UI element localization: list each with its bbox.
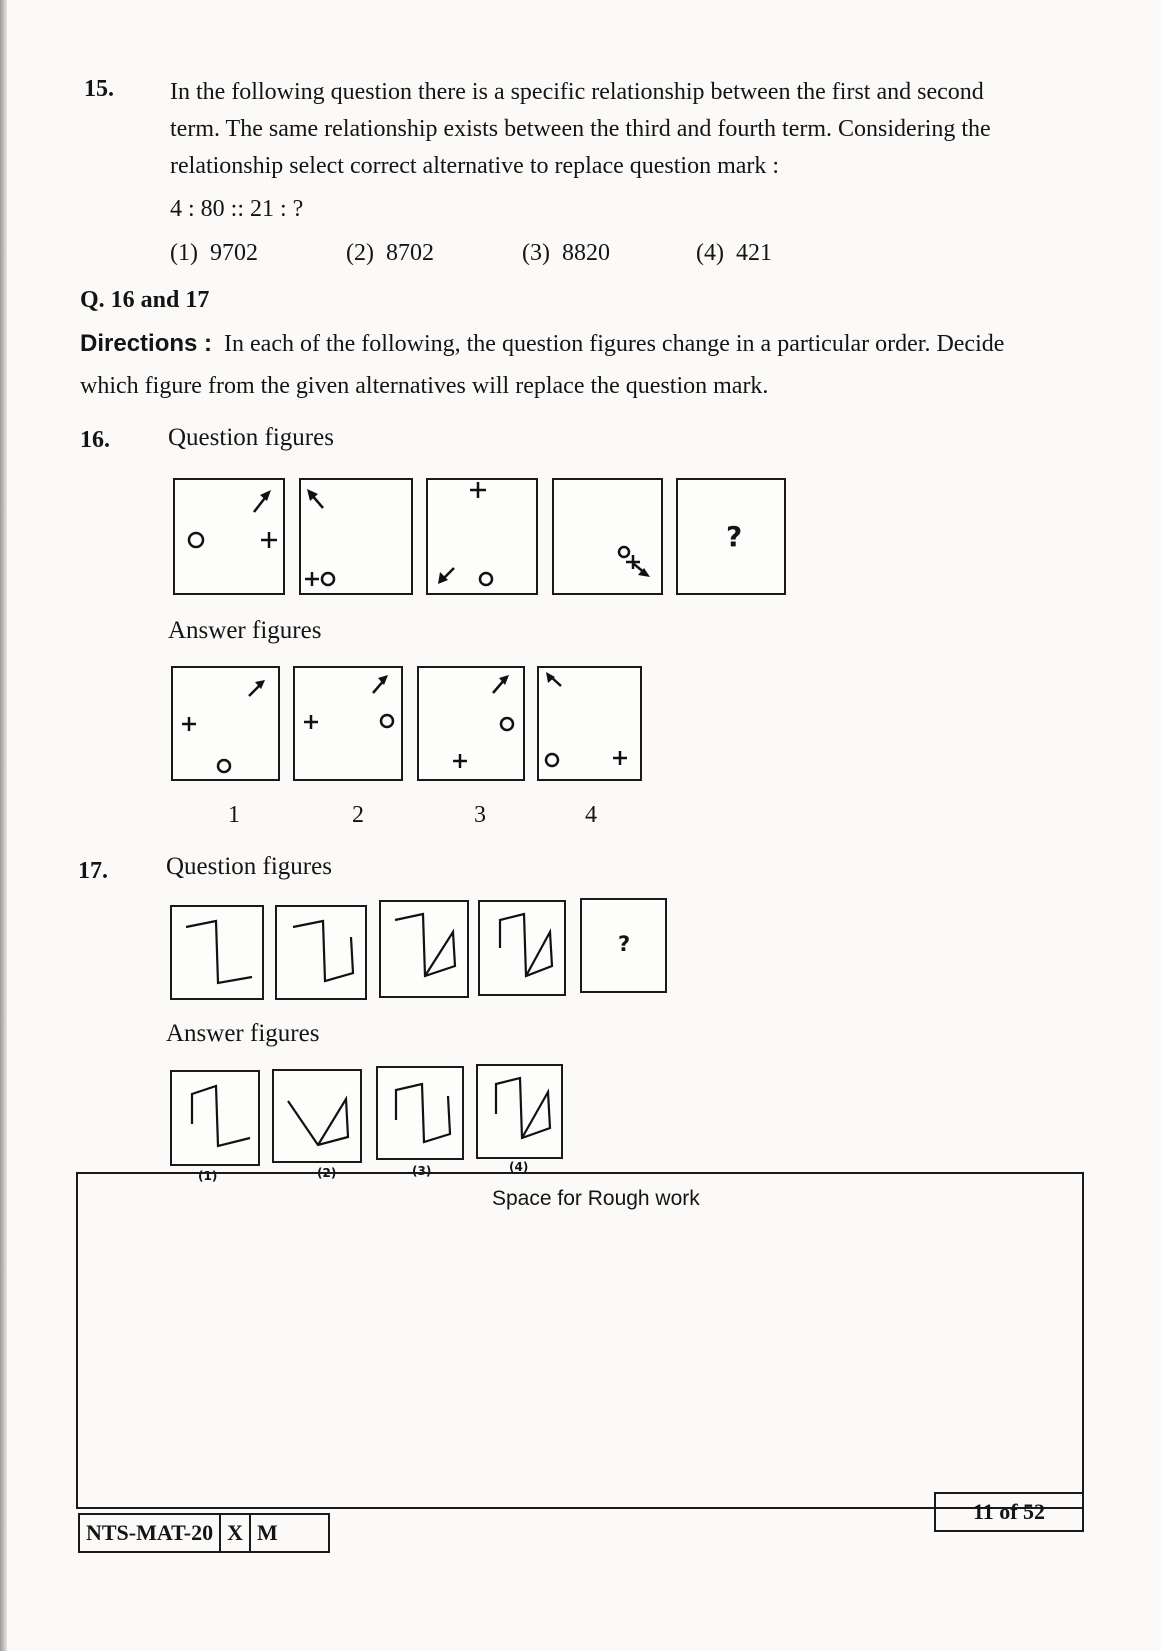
q15-text-line2: term. The same relationship exists between the third and fourth term. Considering the (170, 116, 991, 142)
q16-answer-number-1: 1 (228, 802, 240, 828)
q15-text (170, 74, 991, 185)
q16-answer-number-4: 4 (585, 802, 597, 828)
q15-text-line3: relationship select correct alternative to replace question mark : (170, 153, 780, 179)
q17-qf3-drawing (381, 902, 467, 996)
q16-qf2-drawing (301, 480, 411, 593)
q16-qf4-drawing (554, 480, 661, 593)
rough-work-label: Space for Rough work (492, 1187, 700, 1210)
q16-answer-number-2: 2 (352, 802, 364, 828)
q16-number: 16. (80, 427, 110, 453)
directions-text-line1: In each of the following, the question figures change in a particular order. Decide (224, 331, 1005, 357)
q15-text-line1: In the following question there is a specific relationship between the first and second (170, 79, 984, 105)
q17-answer-figure-3[interactable] (376, 1066, 464, 1160)
q16-answer-figure-3[interactable] (417, 666, 525, 781)
exam-code-cell-2: X (221, 1515, 251, 1551)
directions-label: Directions : (80, 330, 213, 357)
q17-answer-number-1: (1) (198, 1169, 218, 1183)
q16-af2-drawing (295, 668, 401, 779)
q17-qf4-drawing (480, 902, 564, 994)
q15-analogy: 4 : 80 :: 21 : ? (170, 196, 304, 222)
q15-number: 15. (84, 76, 114, 102)
q17-number: 17. (78, 858, 108, 884)
q16-question-figure-2 (299, 478, 413, 595)
q16-question-figure-5 (676, 478, 786, 595)
q16-answer-number-3: 3 (474, 802, 486, 828)
q16-17-heading: Q. 16 and 17 (80, 287, 210, 313)
page-number: 11 of 52 (934, 1492, 1084, 1532)
q17-question-figure-3 (379, 900, 469, 998)
q17-question-mark: ? (618, 932, 631, 956)
q17-qf1-drawing (172, 907, 262, 998)
q17-answer-label: Answer figures (166, 1020, 320, 1047)
q17-af2-drawing (274, 1071, 360, 1161)
q16-answer-figure-2[interactable] (293, 666, 403, 781)
q17-question-figure-2 (275, 905, 367, 1000)
q17-question-label: Question figures (166, 853, 332, 880)
q16-af3-drawing (419, 668, 523, 779)
q17-question-figure-1 (170, 905, 264, 1000)
q16-question-mark: ? (726, 520, 743, 553)
q17-answer-number-4: (4) (509, 1160, 529, 1174)
q17-question-figure-4 (478, 900, 566, 996)
q15-option-4[interactable]: (4) 421 (696, 240, 772, 266)
exam-code: NTS-MAT-20 (80, 1515, 221, 1551)
q15-option-3[interactable]: (3) 8820 (522, 240, 610, 266)
q16-answer-figure-1[interactable] (171, 666, 280, 781)
q17-answer-figure-4[interactable] (476, 1064, 563, 1159)
q17-af1-drawing (172, 1072, 258, 1164)
q17-qf2-drawing (277, 907, 365, 998)
rough-work-box (76, 1172, 1084, 1509)
q16-question-figure-3 (426, 478, 538, 595)
q16-answer-figure-4[interactable] (537, 666, 642, 781)
page-left-edge (0, 0, 7, 1651)
q17-answer-figure-1[interactable] (170, 1070, 260, 1166)
q17-question-figure-5 (580, 898, 667, 993)
exam-code-cell-3: M (257, 1520, 278, 1545)
q17-answer-figure-2[interactable] (272, 1069, 362, 1163)
q16-question-figure-1 (173, 478, 285, 595)
q17-af4-drawing (478, 1066, 561, 1157)
q17-answer-number-3: (3) (412, 1164, 432, 1178)
exam-code-box (78, 1513, 330, 1553)
q17-af3-drawing (378, 1068, 462, 1158)
q15-option-2[interactable]: (2) 8702 (346, 240, 434, 266)
q16-qf3-drawing (428, 480, 536, 593)
q16-af4-drawing (539, 668, 640, 779)
q15-option-1[interactable]: (1) 9702 (170, 240, 258, 266)
directions-text-line2: which figure from the given alternatives will replace the question mark. (80, 373, 769, 399)
q16-answer-label: Answer figures (168, 617, 322, 644)
q16-qf1-drawing (175, 480, 283, 593)
q16-question-label: Question figures (168, 424, 334, 451)
q17-answer-number-2: (2) (317, 1166, 337, 1180)
q16-question-figure-4 (552, 478, 663, 595)
directions (80, 325, 1080, 405)
q16-af1-drawing (173, 668, 278, 779)
